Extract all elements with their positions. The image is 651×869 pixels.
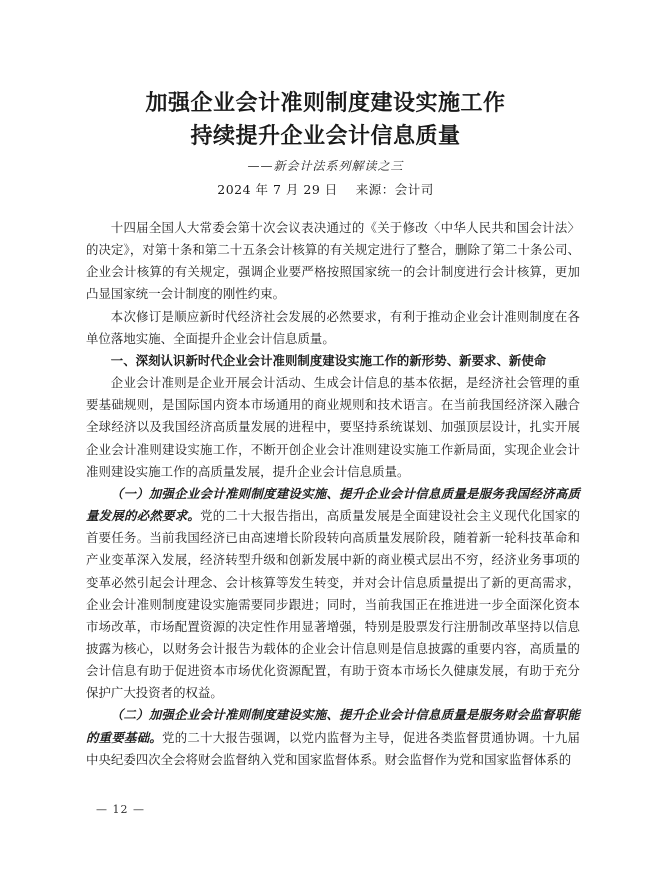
article-body xyxy=(86,217,580,771)
paragraph-4 xyxy=(86,483,580,705)
title-line-1: 加强企业会计准则制度建设实施工作 xyxy=(145,90,506,116)
paragraph-3: 企业会计准则是企业开展会计活动、生成会计信息的基本依据，是经济社会管理的重要基础规则，是国际国内资本市场通用的商业规则和技术语言。在当前我国经济深入融合全球经济以及我国经济高质量发展的进程中，要坚持系统谋划、加强顶层设计，扎实开展企业会计准则建设实施工作，不断开创企业会计准则建设实施工作新局面，实现企业会计准则建设实施工作的高质量发展，提升企业会计信息质量。 xyxy=(86,375,580,479)
paragraph-2: 本次修订是顺应新时代经济社会发展的必然要求，有利于推动企业会计准则制度在各单位落地实施、全面提升企业会计信息质量。 xyxy=(86,308,580,346)
paragraph-5-lead: （二）加强企业会计准则制度建设实施、提升企业会计信息质量是服务财会监督职能的重要基础。 xyxy=(86,707,580,745)
subtitle: ——新会计法系列解读之三 xyxy=(247,159,404,173)
page-number: — 12 — xyxy=(96,803,145,816)
paragraph-5-text: 党的二十大报告强调，以党内监督为主导，促进各类监督贯通协调。十九届中央纪委四次全会将财会监督纳入党和国家监督体系。财会监督作为党和国家监督体系的 xyxy=(86,729,580,767)
publish-source: 来源：会计司 xyxy=(355,182,434,197)
paragraph-1: 十四届全国人大常委会第十次会议表决通过的《关于修改〈中华人民共和国会计法〉的决定》，对第十条和第二十五条会计核算的有关规定进行了整合，删除了第二十条公司、企业会计核算的有关规定，强调企业要严格按照国家统一的会计制度进行会计核算，更加凸显国家统一会计制度的刚性约束。 xyxy=(86,220,580,302)
paragraph-5 xyxy=(86,704,580,770)
title-line-2: 持续提升企业会计信息质量 xyxy=(190,123,461,149)
paragraph-4-lead: （一）加强企业会计准则制度建设实施、提升企业会计信息质量是服务我国经济高质量发展的必然要求。 xyxy=(86,485,580,524)
section-heading-1: 一、深刻认识新时代企业会计准则制度建设实施工作的新形势、新要求、新使命 xyxy=(110,352,547,368)
paragraph-4-text: 党的二十大报告指出，高质量发展是全面建设社会主义现代化国家的首要任务。当前我国经济已由高速增长阶段转向高质量发展阶段，随着新一轮科技革命和产业变革深入发展，经济转型升级和创新发展中新的商业模式层出不穷，经济业务事项的变革必然引起会计理念、会计核算等发生转变，并对会计信息质量提出了新的更高需求，企业会计准则制度建设实施需要同步跟进；同时，当前我国正在推进进一步全面深化资本市场改革，市场配置资源的决定性作用显著增强，特别是股票发行注册制改革坚持以信息披露为核心，以财务会计报告为载体的企业会计信息则是信息披露的重要内容，高质量的会计信息有助于促进资本市场优化资源配置，有助于资本市场长久健康发展，有助于充分保护广大投资者的权益。 xyxy=(86,508,581,701)
publish-date: 2024 年 7 月 29 日 xyxy=(217,182,338,197)
meta-line xyxy=(0,180,651,198)
meta-spacer xyxy=(342,182,351,197)
